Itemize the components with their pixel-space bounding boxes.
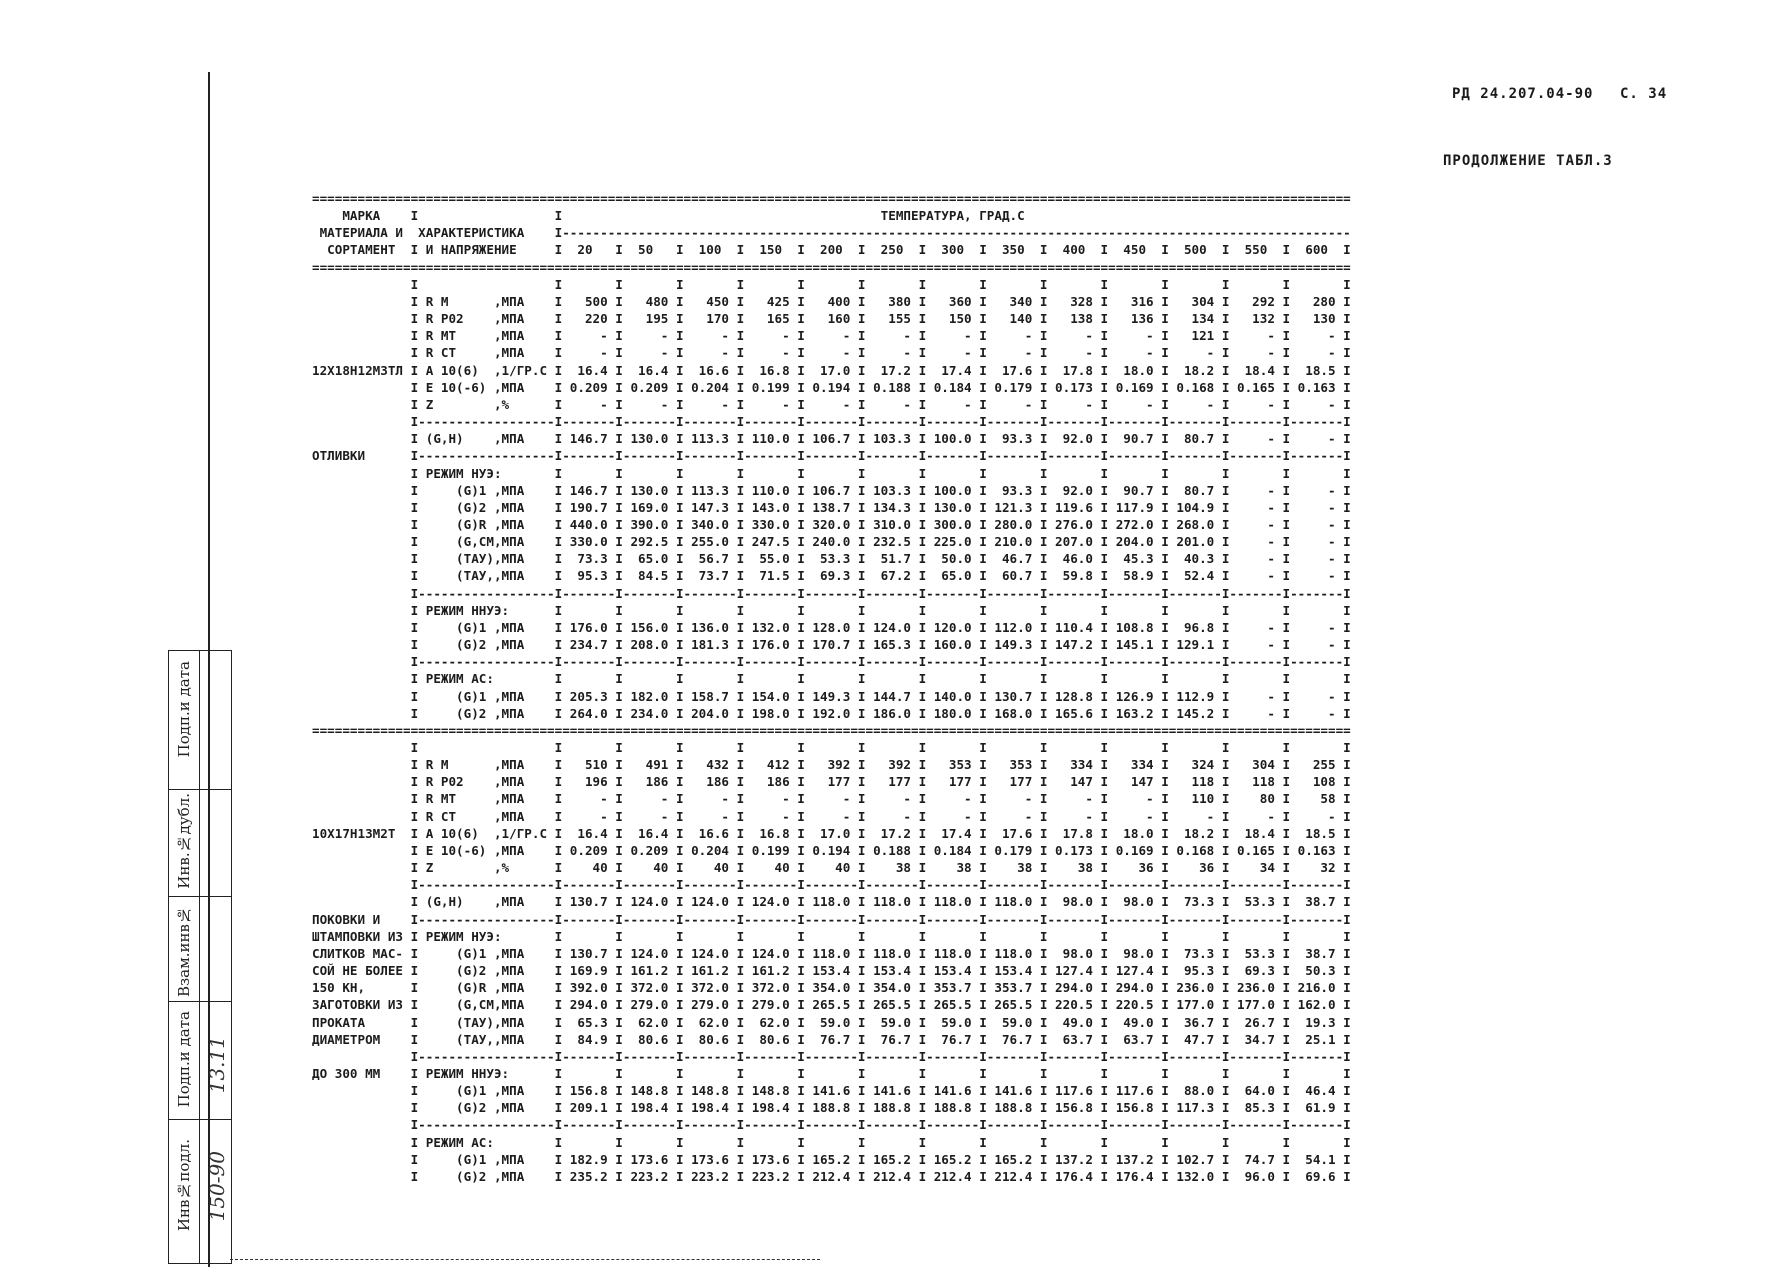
header-row: МАТЕРИАЛА И ХАРАКТЕРИСТИКА I--------------------------------------------------------------------------------------------------------	[319, 225, 1351, 241]
table-row: I (G)R ,МПА I 440.0 I 390.0 I 340.0 I 330.0 I 320.0 I 310.0 I 300.0 I 280.0 I 276.0 I 272.0 I 268.0 I - I - I	[410, 516, 1351, 532]
table-divider: ПОКОВКИ И I------------------I-------I-------I-------I-------I-------I-------I-------I-------I-------I-------I-------I-------I-------I	[312, 911, 1351, 927]
table-row: I (G)1 ,МПА I 156.8 I 148.8 I 148.8 I 148.8 I 141.6 I 141.6 I 141.6 I 141.6 I 117.6 I 117.6 I 88.0 I 64.0 I 46.4 I	[410, 1083, 1351, 1099]
table-row: I (G)2 ,МПА I 190.7 I 169.0 I 147.3 I 143.0 I 138.7 I 134.3 I 130.0 I 121.3 I 119.6 I 117.9 I 104.9 I - I - I	[410, 499, 1351, 515]
table-continuation-title: ПРОДОЛЖЕНИЕ ТАБЛ.3	[1443, 153, 1613, 169]
table-row: I (ТАУ,,МПА I 95.3 I 84.5 I 73.7 I 71.5 I 69.3 I 67.2 I 65.0 I 60.7 I 59.8 I 58.9 I 52.4 I - I - I	[410, 568, 1351, 584]
table-row: I E 10(-6) ,МПА I 0.209 I 0.209 I 0.204 I 0.199 I 0.194 I 0.188 I 0.184 I 0.179 I 0.173 I 0.169 I 0.168 I 0.165 I 0.163 I	[410, 842, 1351, 858]
table-row: I (G)1 ,МПА I 182.9 I 173.6 I 173.6 I 173.6 I 165.2 I 165.2 I 165.2 I 165.2 I 137.2 I 137.2 I 102.7 I 74.7 I 54.1 I	[410, 1151, 1351, 1167]
header-rule: =========================================================================================================================================	[312, 191, 1351, 206]
table-row: I Z ,% I 40 I 40 I 40 I 40 I 40 I 38 I 38 I 38 I 38 I 36 I 36 I 34 I 32 I	[410, 860, 1351, 876]
table-row: I (G)2 ,МПА I 264.0 I 234.0 I 204.0 I 198.0 I 192.0 I 186.0 I 180.0 I 168.0 I 165.6 I 163.2 I 145.2 I - I - I	[410, 705, 1351, 721]
table-row: I (G)2 ,МПА I 209.1 I 198.4 I 198.4 I 198.4 I 188.8 I 188.8 I 188.8 I 188.8 I 156.8 I 156.8 I 117.3 I 85.3 I 61.9 I	[410, 1100, 1351, 1116]
table-row: 150 КН, I (G)R ,МПА I 392.0 I 372.0 I 372.0 I 372.0 I 354.0 I 354.0 I 353.7 I 353.7 I 294.0 I 294.0 I 236.0 I 236.0 I 216.0 I	[312, 980, 1351, 996]
table-row: I R MT ,МПА I - I - I - I - I - I - I - I - I - I - I 121 I - I - I	[410, 328, 1351, 344]
table-row: I R CT ,МПА I - I - I - I - I - I - I - I - I - I - I - I - I - I	[410, 345, 1351, 361]
mode-title: I РЕЖИМ НУЭ: I I I I I I I I I I I I I I	[410, 465, 1351, 481]
table-row: I I I I I I I I I I I I I I I	[410, 740, 1351, 755]
stamp-label-vzam-inv: Взам.инв№	[175, 906, 193, 998]
table-row: I R P02 ,МПА I 220 I 195 I 170 I 165 I 160 I 155 I 150 I 140 I 138 I 136 I 134 I 132 I 130 I	[410, 311, 1351, 327]
stamp-label-podp-data-1: Подп.и дата	[175, 1011, 193, 1108]
table-row: I (G)1 ,МПА I 146.7 I 130.0 I 113.3 I 110.0 I 106.7 I 103.3 I 100.0 I 93.3 I 92.0 I 90.7 I 80.7 I - I - I	[410, 482, 1351, 498]
stamp-label-inv-podl: Инв№подл.	[175, 1139, 193, 1232]
document-reference: РД 24.207.04-90	[1452, 86, 1594, 102]
table-row: ДИАМЕТРОМ I (ТАУ,,МПА I 84.9 I 80.6 I 80.6 I 80.6 I 76.7 I 76.7 I 76.7 I 76.7 I 63.7 I 63.7 I 47.7 I 34.7 I 25.1 I	[312, 1031, 1351, 1047]
table-row: 10Х17Н13М2Т I A 10(6) ,1/ГР.С I 16.4 I 16.4 I 16.6 I 16.8 I 17.0 I 17.2 I 17.4 I 17.6 I 17.8 I 18.0 I 18.2 I 18.4 I 18.5 I	[312, 825, 1351, 841]
mode-title: I РЕЖИМ АС: I I I I I I I I I I I I I I	[410, 1134, 1351, 1150]
table-row: I E 10(-6) ,МПА I 0.209 I 0.209 I 0.204 I 0.199 I 0.194 I 0.188 I 0.184 I 0.179 I 0.173 I 0.169 I 0.168 I 0.165 I 0.163 I	[410, 379, 1351, 395]
table-divider: I------------------I-------I-------I-------I-------I-------I-------I-------I-------I-------I-------I-------I-------I-------I	[410, 877, 1351, 893]
table-row: СОЙ НЕ БОЛЕЕ I (G)2 ,МПА I 169.9 I 161.2 I 161.2 I 161.2 I 153.4 I 153.4 I 153.4 I 153.4 I 127.4 I 127.4 I 95.3 I 69.3 I 50.3 I	[312, 963, 1351, 979]
table-row: I (G)1 ,МПА I 205.3 I 182.0 I 158.7 I 154.0 I 149.3 I 144.7 I 140.0 I 130.7 I 128.8 I 126.9 I 112.9 I - I - I	[410, 688, 1351, 704]
header-rule: =========================================================================================================================================	[312, 259, 1351, 275]
table-row: СЛИТКОВ МАС- I (G)1 ,МПА I 130.7 I 124.0 I 124.0 I 124.0 I 118.0 I 118.0 I 118.0 I 118.0 I 98.0 I 98.0 I 73.3 I 53.3 I 38.7 I	[312, 945, 1351, 961]
table-divider: I------------------I-------I-------I-------I-------I-------I-------I-------I-------I-------I-------I-------I-------I-------I	[410, 1117, 1351, 1133]
mode-title: I РЕЖИМ АС: I I I I I I I I I I I I I I	[410, 671, 1351, 687]
table-divider: ОТЛИВКИ I------------------I-------I-------I-------I-------I-------I-------I-------I-------I-------I-------I-------I-------I-------I	[312, 448, 1351, 464]
properties-table	[312, 190, 1351, 1185]
table-divider: I------------------I-------I-------I-------I-------I-------I-------I-------I-------I-------I-------I-------I-------I-------I	[410, 414, 1351, 430]
table-row: ЗАГОТОВКИ ИЗ I (G,CM,МПА I 294.0 I 279.0 I 279.0 I 279.0 I 265.5 I 265.5 I 265.5 I 265.5 I 220.5 I 220.5 I 177.0 I 177.0 I 162.0 I	[312, 997, 1351, 1013]
bottom-rule	[230, 1259, 820, 1260]
mode-title: I РЕЖИМ ННУЭ: I I I I I I I I I I I I I I	[410, 602, 1351, 618]
stamp-label-inv-dubl: Инв.№дубл.	[175, 793, 193, 889]
page-number: С. 34	[1620, 86, 1668, 102]
table-row: I (G)1 ,МПА I 176.0 I 156.0 I 136.0 I 132.0 I 128.0 I 124.0 I 120.0 I 112.0 I 110.4 I 108.8 I 96.8 I - I - I	[410, 619, 1351, 635]
table-row: I (G)2 ,МПА I 234.7 I 208.0 I 181.3 I 176.0 I 170.7 I 165.3 I 160.0 I 149.3 I 147.2 I 145.1 I 129.1 I - I - I	[410, 637, 1351, 653]
mode-title: ШТАМПОВКИ ИЗ I РЕЖИМ НУЭ: I I I I I I I I I I I I I I	[312, 928, 1351, 944]
table-row: I R MT ,МПА I - I - I - I - I - I - I - I - I - I - I 110 I 80 I 58 I	[410, 791, 1351, 807]
table-divider: I------------------I-------I-------I-------I-------I-------I-------I-------I-------I-------I-------I-------I-------I-------I	[410, 585, 1351, 601]
table-row: I (G,CM,МПА I 330.0 I 292.5 I 255.0 I 247.5 I 240.0 I 232.5 I 225.0 I 210.0 I 207.0 I 204.0 I 201.0 I - I - I	[410, 534, 1351, 550]
table-row: I R CT ,МПА I - I - I - I - I - I - I - I - I - I - I - I - I - I	[410, 808, 1351, 824]
table-row: I Z ,% I - I - I - I - I - I - I - I - I - I - I - I - I - I	[410, 396, 1351, 412]
table-row: 12Х18Н12М3ТЛ I A 10(6) ,1/ГР.С I 16.4 I 16.4 I 16.6 I 16.8 I 17.0 I 17.2 I 17.4 I 17.6 I 17.8 I 18.0 I 18.2 I 18.4 I 18.5 I	[312, 362, 1351, 378]
material-rule: =========================================================================================================================================	[312, 722, 1351, 738]
header-row: СОРТАМЕНТ I И НАПРЯЖЕНИЕ I 20 I 50 I 100 I 150 I 200 I 250 I 300 I 350 I 400 I 450 I 500 I 550 I 600 I	[327, 242, 1351, 258]
table-row: I (G,H) ,МПА I 130.7 I 124.0 I 124.0 I 124.0 I 118.0 I 118.0 I 118.0 I 118.0 I 98.0 I 98.0 I 73.3 I 53.3 I 38.7 I	[410, 894, 1351, 910]
stamp-date-value: 13.11	[205, 1036, 229, 1094]
table-row: I R P02 ,МПА I 196 I 186 I 186 I 186 I 177 I 177 I 177 I 177 I 147 I 147 I 118 I 118 I 108 I	[410, 774, 1351, 790]
table-row: ПРОКАТА I (ТАУ),МПА I 65.3 I 62.0 I 62.0 I 62.0 I 59.0 I 59.0 I 59.0 I 59.0 I 49.0 I 49.0 I 36.7 I 26.7 I 19.3 I	[312, 1014, 1351, 1030]
table-row: I (G)2 ,МПА I 235.2 I 223.2 I 223.2 I 223.2 I 212.4 I 212.4 I 212.4 I 212.4 I 176.4 I 176.4 I 132.0 I 96.0 I 69.6 I	[410, 1168, 1351, 1184]
table-row: I (ТАУ),МПА I 73.3 I 65.0 I 56.7 I 55.0 I 53.3 I 51.7 I 50.0 I 46.7 I 46.0 I 45.3 I 40.3 I - I - I	[410, 551, 1351, 567]
table-row: I I I I I I I I I I I I I I I	[410, 276, 1351, 292]
document-stamp	[168, 650, 232, 1264]
table-divider: I------------------I-------I-------I-------I-------I-------I-------I-------I-------I-------I-------I-------I-------I-------I	[410, 1048, 1351, 1064]
mode-title: ДО 300 ММ I РЕЖИМ ННУЭ: I I I I I I I I I I I I I I	[312, 1065, 1351, 1081]
header-row: МАРКА I I ТЕМПЕРАТУРА, ГРАД.С	[342, 208, 1025, 224]
table-divider: I------------------I-------I-------I-------I-------I-------I-------I-------I-------I-------I-------I-------I-------I-------I	[410, 654, 1351, 670]
stamp-inv-value: 150-90	[205, 1151, 229, 1222]
table-row: I (G,H) ,МПА I 146.7 I 130.0 I 113.3 I 110.0 I 106.7 I 103.3 I 100.0 I 93.3 I 92.0 I 90.7 I 80.7 I - I - I	[410, 431, 1351, 447]
stamp-label-podp-data-2: Подп.и дата	[175, 661, 193, 758]
table-row: I R M ,МПА I 510 I 491 I 432 I 412 I 392 I 392 I 353 I 353 I 334 I 334 I 324 I 304 I 255 I	[410, 757, 1351, 773]
table-row: I R M ,МПА I 500 I 480 I 450 I 425 I 400 I 380 I 360 I 340 I 328 I 316 I 304 I 292 I 280 I	[410, 293, 1351, 309]
